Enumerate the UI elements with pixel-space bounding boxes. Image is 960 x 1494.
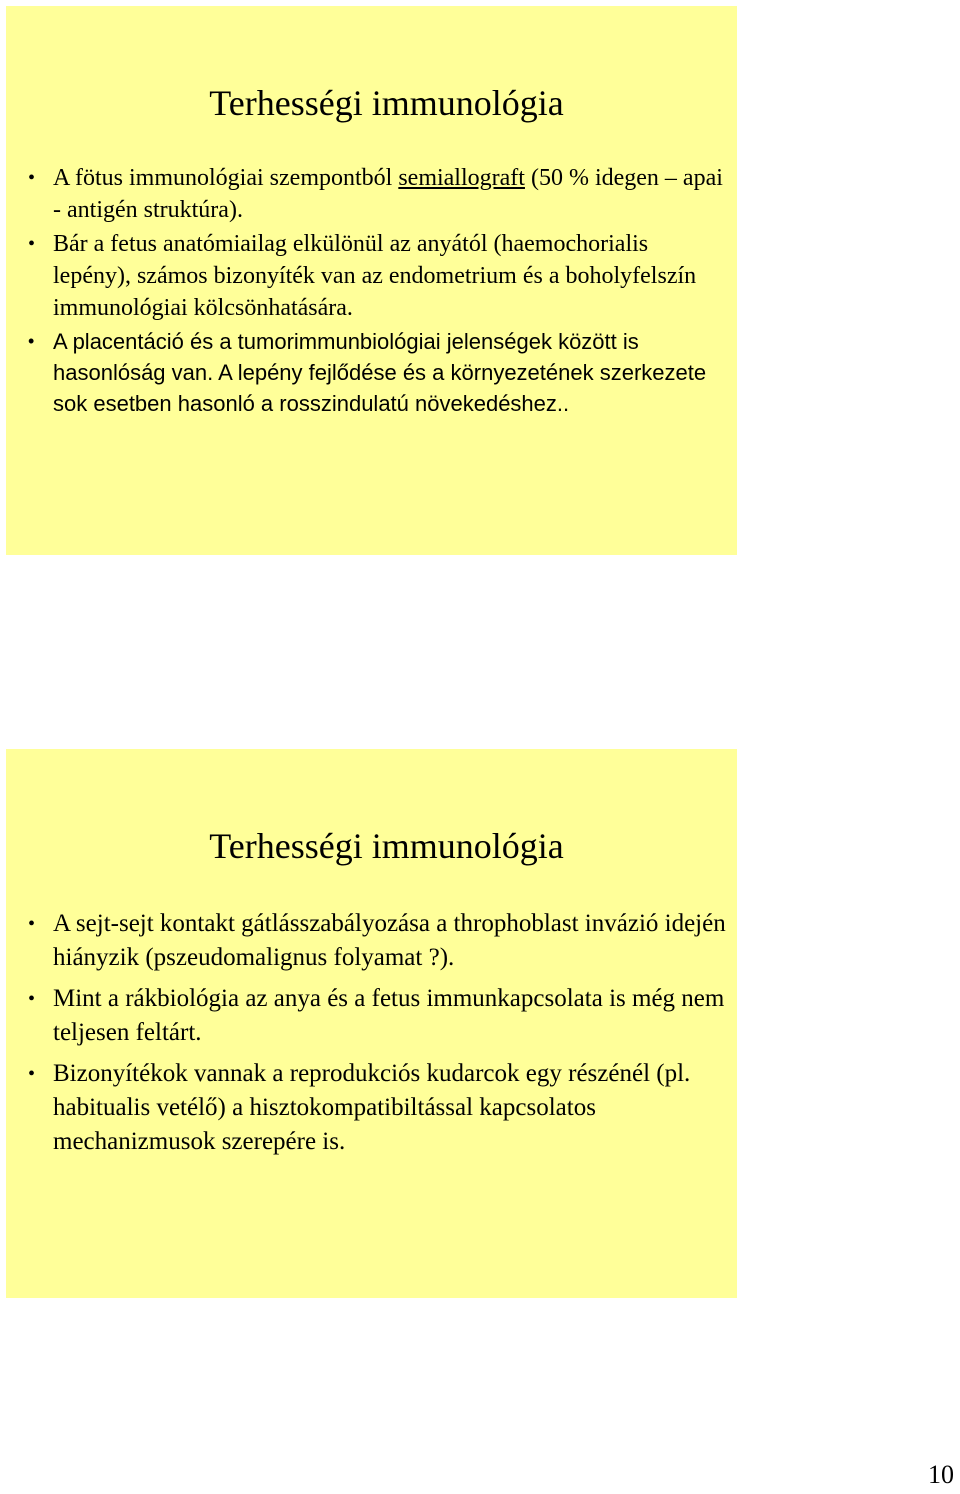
slide-2 (6, 749, 737, 1298)
bullet-icon: • (28, 167, 36, 189)
bullet-list (26, 907, 727, 1166)
bullet-text: Bizonyítékok vannak a reprodukciós kudarcok egy részénél (pl. habitualis vetélő) a hisztokompatibiltással kapcsolatos mechanizmusok szerepére is. (53, 1060, 691, 1155)
bullet-item (26, 907, 727, 975)
bullet-text: A placentáció és a tumorimmunbiológiai jelenségek között is hasonlóság van. (53, 329, 639, 385)
bullet-text: (50 % idegen – apai - antigén struktúra). (53, 165, 723, 223)
bullet-item (26, 162, 727, 226)
slide-title: Terhességi immunológia (209, 83, 564, 123)
bullet-text: A lepény fejlődése és a környezetének szerkezete sok esetben hasonló a rosszindulatú növekedéshez.. (53, 360, 707, 416)
bullet-item (26, 326, 727, 419)
bullet-text: A sejt-sejt kontakt gátlásszabályozása a throphoblast invázió idején hiányzik (pszeudomalignus folyamat ?). (53, 910, 726, 971)
bullet-icon: • (28, 1063, 36, 1085)
page-number: 10 (928, 1460, 954, 1489)
bullet-text: A fötus immunológiai szempontból (53, 165, 399, 191)
bullet-icon: • (28, 331, 35, 351)
bullet-item (26, 228, 727, 324)
semiallograft-link[interactable]: semiallograft (398, 165, 525, 191)
slide-title: Terhességi immunológia (209, 826, 564, 866)
bullet-text: Bár a fetus anatómiailag elkülönül az anyától (haemochorialis lepény), számos bizonyíték van az endometrium és a boholyfelszín immunológiai kölcsönhatására. (53, 231, 697, 321)
bullet-list (26, 162, 727, 421)
bullet-icon: • (28, 988, 36, 1010)
slide-1 (6, 6, 737, 555)
bullet-item (26, 982, 727, 1050)
bullet-icon: • (28, 233, 36, 255)
bullet-icon: • (28, 913, 36, 935)
bullet-text: Mint a rákbiológia az anya és a fetus immunkapcsolata is még nem teljesen feltárt. (53, 985, 725, 1046)
bullet-item (26, 1057, 727, 1159)
